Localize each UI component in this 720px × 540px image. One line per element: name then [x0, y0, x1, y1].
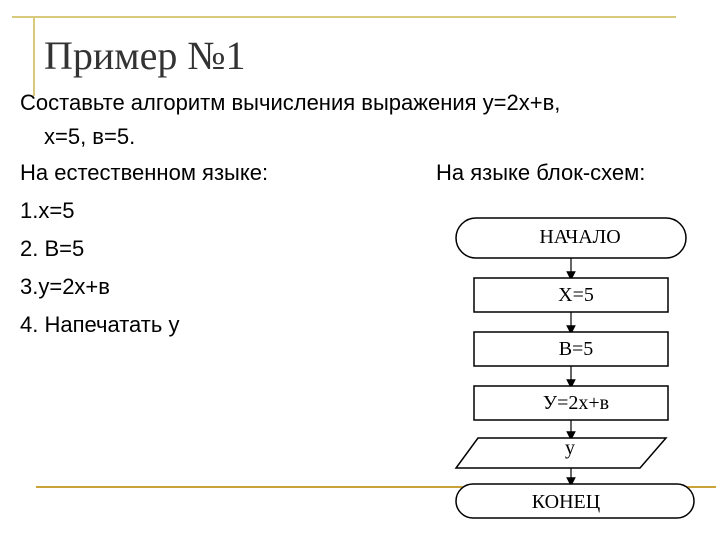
- process-y-compute: [474, 386, 668, 420]
- process2-label: В=5: [558, 338, 594, 360]
- start-terminator: [456, 218, 686, 258]
- task-text-line1: Составьте алгоритм вычисления выражения у=2х+в,: [20, 90, 561, 115]
- end-terminator: [456, 484, 694, 518]
- slide-title: Пример №1: [44, 33, 246, 78]
- step-2: 2. В=5: [20, 236, 85, 261]
- step-1: 1.х=5: [20, 198, 75, 223]
- output-label: у: [565, 437, 575, 459]
- step-3: 3.у=2х+в: [20, 274, 110, 299]
- flowchart-heading: На языке блок-схем:: [436, 160, 646, 185]
- process1-label: Х=5: [558, 284, 594, 306]
- end-label: КОНЕЦ: [531, 491, 601, 513]
- natural-language-heading: На естественном языке:: [20, 160, 269, 185]
- task-text-line2: х=5, в=5.: [44, 124, 136, 149]
- process3-label: У=2х+в: [542, 392, 610, 414]
- process-b-assign: [474, 332, 668, 366]
- start-label: НАЧАЛО: [539, 226, 621, 248]
- process-x-assign: [474, 278, 668, 312]
- output-parallelogram: [456, 437, 666, 468]
- step-4: 4. Напечатать у: [20, 312, 180, 337]
